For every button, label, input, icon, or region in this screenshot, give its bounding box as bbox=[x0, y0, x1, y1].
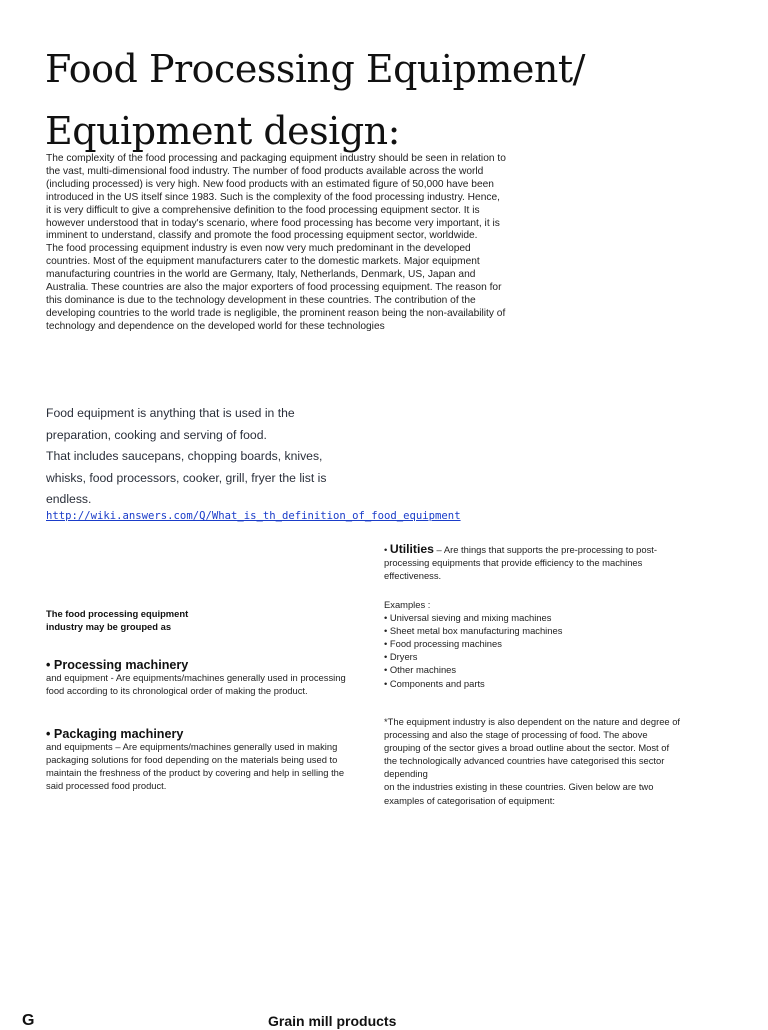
utilities-title: Utilities bbox=[389, 542, 434, 556]
processing-machinery-body: and equipment - Are equipments/machines generally used in processing food according to its chronological order of making the product. bbox=[46, 672, 346, 696]
packaging-machinery-section bbox=[46, 727, 346, 793]
definition-line-2: That includes saucepans, chopping boards, knives, whisks, food processors, cooker, grill, fryer the list is endless. bbox=[46, 449, 327, 506]
examples-list bbox=[384, 611, 684, 690]
list-item: • Universal sieving and mixing machines bbox=[384, 612, 552, 624]
bullet: • bbox=[46, 727, 51, 741]
processing-machinery-title: Processing machinery bbox=[53, 658, 189, 672]
definition-source-link[interactable]: http://wiki.answers.com/Q/What_is_th_definition_of_food_equipment bbox=[46, 510, 461, 522]
categorisation-note bbox=[384, 715, 684, 807]
intro-text bbox=[46, 153, 506, 334]
title-line-2: Equipment design: bbox=[45, 109, 400, 153]
definition-block bbox=[46, 403, 346, 511]
cut-off-heading-center: Grain mill products bbox=[268, 1013, 397, 1029]
note-text-2: on the industries existing in these countries. Given below are two examples of categorisation of equipment: bbox=[384, 781, 654, 806]
bullet: • bbox=[384, 544, 388, 555]
intro-paragraph-2: The food processing equipment industry is even now very much predominant in the developed countries. Most of the equipment manufacturers cater to the domestic markets. Major equipment manufacturing countries in the world are Germany, Italy, Netherlands, Denmark, US, Japan and Australia. These countries are also the major exporters of food processing equipment. The reason for this dominance is due to the technology development in these countries. The contribution of the developing countries to the world trade is negligible, the prominent reason being the non-availability of technology and dependence on the developed world for these technologies bbox=[46, 243, 506, 332]
list-item: • Sheet metal box manufacturing machines bbox=[384, 625, 563, 637]
note-text-1: *The equipment industry is also dependent on the nature and degree of processing and also the stage of processing of food. The above grouping of the sector gives a broad outline about the sector. Most of the technologically advanced countries have categorised this sector depending bbox=[384, 716, 681, 780]
definition-line-1: Food equipment is anything that is used in the preparation, cooking and serving of food. bbox=[46, 406, 295, 442]
examples-heading: Examples : bbox=[384, 599, 431, 610]
intro-paragraph-1: The complexity of the food processing and packaging equipment industry should be seen in relation to the vast, multi-dimensional food industry. The number of food products available across the world (including processed) is very high. New food products with an estimated figure of 50,000 have been introduced in the US itself since 1983. Such is the complexity of the food processing industry. Hence, it is very difficult to give a comprehensive definition to the food processing equipment sector. It is however understood that in today's scenario, where food processing has become very important, it is imminent to understand, classify and promote the food processing equipment sector, worldwide. bbox=[46, 153, 506, 242]
grouping-heading: The food processing equipment industry may be grouped as bbox=[46, 608, 189, 632]
packaging-machinery-heading bbox=[46, 727, 346, 741]
bullet: • bbox=[46, 658, 51, 672]
list-item: • Food processing machines bbox=[384, 638, 502, 650]
cut-off-heading-left: G bbox=[22, 1012, 35, 1029]
processing-machinery-heading bbox=[46, 658, 346, 672]
packaging-machinery-body: and equipments – Are equipments/machines generally used in making packaging solutions for food depending on the materials being used to maintain the freshness of the product by covering and help in selling the said processed food product. bbox=[46, 741, 345, 791]
list-item: • Dryers bbox=[384, 651, 418, 663]
page-title bbox=[45, 38, 605, 162]
list-item: • Components and parts bbox=[384, 677, 485, 689]
utilities-body: – Are things that supports the pre-processing to post-processing equipments that provide efficiency to the machines effectiveness. bbox=[384, 544, 657, 581]
packaging-machinery-title: Packaging machinery bbox=[53, 727, 184, 741]
list-item: • Other machines bbox=[384, 664, 457, 676]
title-line-1: Food Processing Equipment/ bbox=[45, 47, 585, 91]
utilities-section bbox=[384, 543, 684, 583]
processing-machinery-section bbox=[46, 658, 346, 698]
examples-section bbox=[384, 598, 684, 690]
